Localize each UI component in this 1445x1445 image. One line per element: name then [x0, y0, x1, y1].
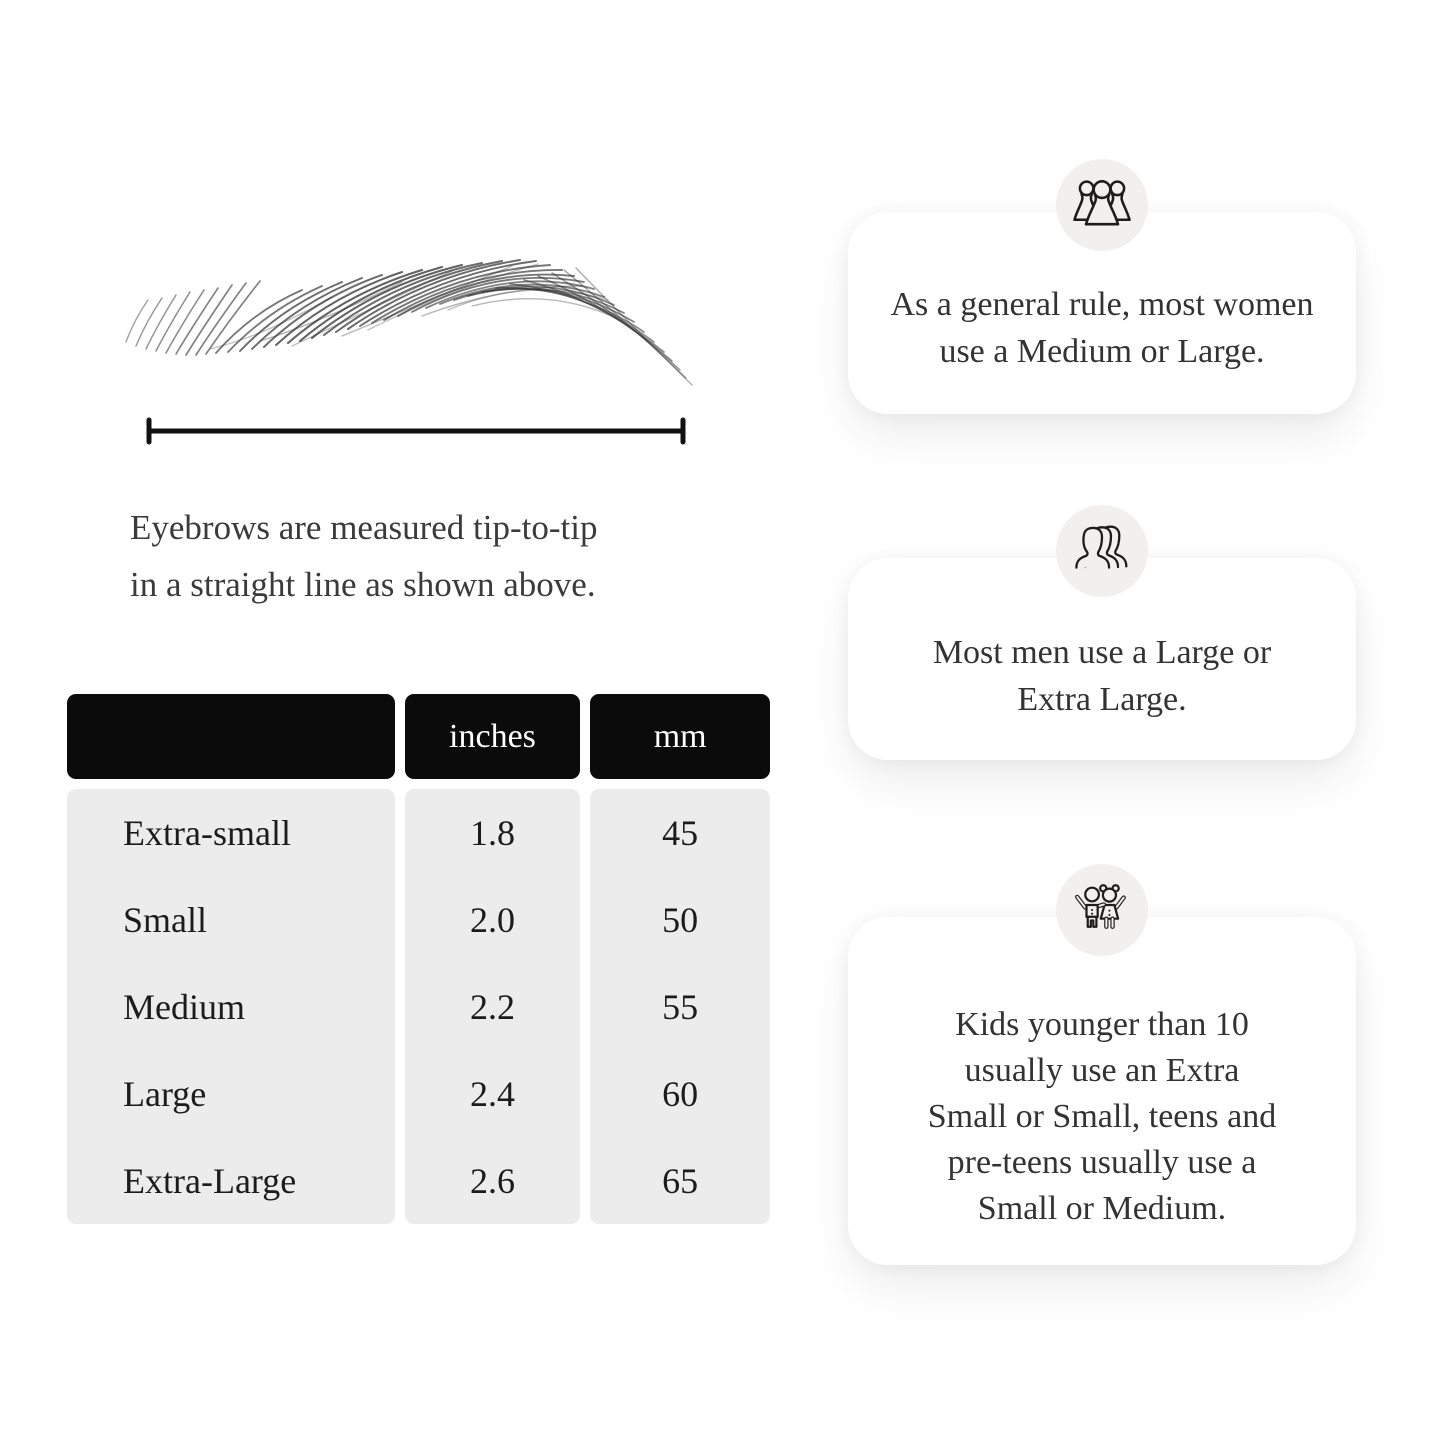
- size-table: [67, 694, 770, 1224]
- mm-cell: 60: [662, 1073, 699, 1114]
- kids-info-card: [848, 917, 1356, 1265]
- kids-card-text: Kids younger than 10 usually use an Extra Small or Small, teens and pre-teens usually use a Small or Medium.: [927, 1006, 1277, 1227]
- eyebrow-illustration: [118, 240, 700, 398]
- size-cell: Extra-Large: [123, 1160, 297, 1201]
- inches-cell: 2.4: [469, 1073, 515, 1114]
- women-group-icon: [1070, 173, 1134, 237]
- inches-column: [405, 789, 581, 1224]
- measurement-line: [142, 417, 690, 445]
- header-size-cell: [67, 694, 395, 779]
- size-cell: Extra-small: [123, 812, 291, 853]
- kids-icon: [1071, 879, 1133, 941]
- inches-cell: 2.6: [469, 1160, 515, 1201]
- mm-cell: 55: [662, 986, 699, 1027]
- eyebrow-sketch: [118, 240, 700, 398]
- measurement-caption: Eyebrows are measured tip-to-tip in a straight line as shown above.: [130, 508, 598, 604]
- measurement-line-graphic: [142, 417, 690, 445]
- eyebrow-hairs: [126, 260, 692, 385]
- women-card-text: As a general rule, most women use a Medium or Large.: [890, 286, 1314, 370]
- men-group-icon: [1070, 519, 1134, 583]
- inches-cell: 1.8: [469, 812, 515, 853]
- men-info-card: [848, 558, 1356, 760]
- header-mm-cell: mm: [590, 694, 770, 779]
- mm-cell: 45: [662, 812, 699, 853]
- men-card-text: Most men use a Large or Extra Large.: [932, 634, 1272, 718]
- mm-column: [590, 789, 770, 1224]
- women-icon-circle: [1056, 159, 1148, 251]
- women-info-card: [848, 212, 1356, 414]
- men-icon-circle: [1056, 505, 1148, 597]
- size-cell: Small: [123, 899, 208, 940]
- size-column: [67, 789, 395, 1224]
- inches-cell: 2.0: [469, 899, 515, 940]
- mm-cell: 50: [662, 899, 699, 940]
- mm-cell: 65: [662, 1160, 699, 1201]
- kids-icon-circle: [1056, 864, 1148, 956]
- inches-cell: 2.2: [469, 986, 515, 1027]
- size-cell: Medium: [123, 986, 245, 1027]
- size-table-body: [67, 789, 770, 1224]
- size-cell: Large: [123, 1073, 207, 1114]
- header-inches-cell: inches: [405, 694, 581, 779]
- size-table-header: [67, 694, 770, 779]
